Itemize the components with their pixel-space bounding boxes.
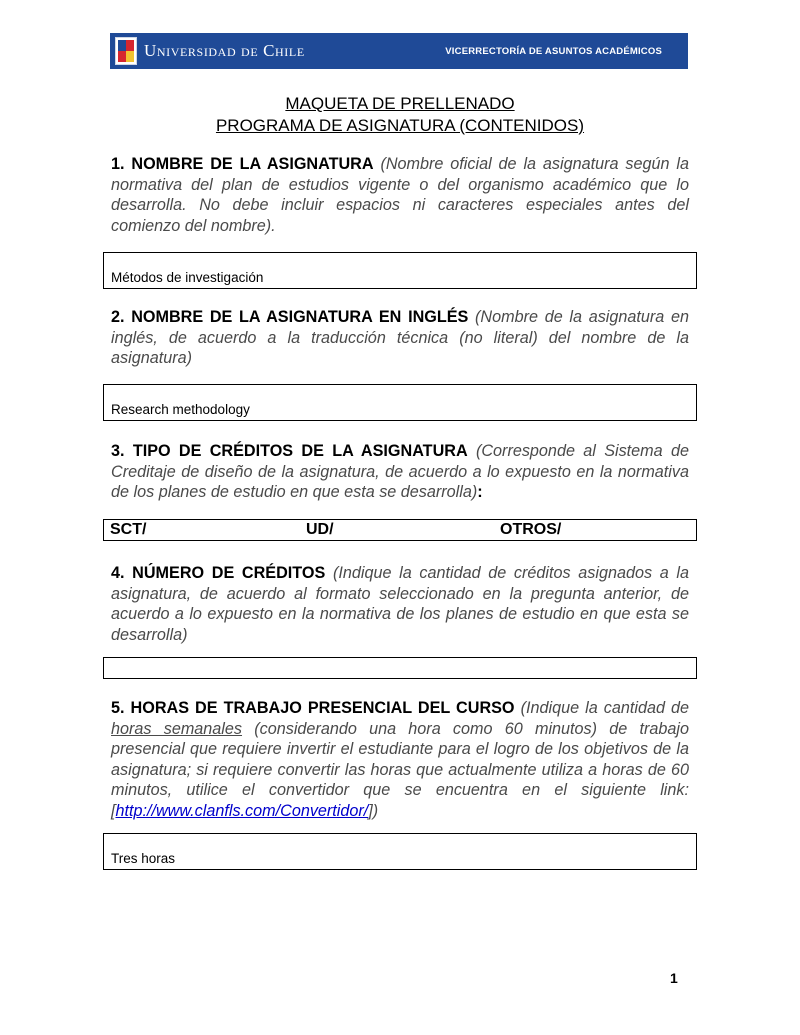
document-title: MAQUETA DE PRELLENADO <box>285 94 515 113</box>
section-5-underlined: horas semanales <box>111 719 243 738</box>
header-banner <box>110 33 688 69</box>
section-4-heading: 4. NÚMERO DE CRÉDITOS <box>111 564 326 582</box>
section-1-heading: 1. NOMBRE DE LA ASIGNATURA <box>111 155 374 173</box>
section-2-answer-field[interactable] <box>103 384 697 421</box>
section-3-text <box>111 441 689 503</box>
section-3-heading: 3. TIPO DE CRÉDITOS DE LA ASIGNATURA <box>111 442 468 460</box>
section-4-answer-field[interactable] <box>103 657 697 679</box>
section-1-answer: Métodos de investigación <box>111 270 264 285</box>
section-2-text <box>111 307 689 369</box>
section-1-text <box>111 154 689 236</box>
page-number: 1 <box>670 970 678 986</box>
credit-type-row <box>103 519 697 541</box>
section-5-description-a: (Indique la cantidad de <box>520 699 690 717</box>
document-subtitle: PROGRAMA DE ASIGNATURA (CONTENIDOS) <box>215 116 585 135</box>
section-3-suffix: : <box>477 483 483 501</box>
section-3-description: (Corresponde al Sistema de Creditaje de diseño de la asignatura, de acuerdo a lo expuesto en la normativa de los planes de estudio en que esta se desarrolla) <box>111 442 689 501</box>
section-5-text <box>111 698 689 821</box>
section-5-description-b: (considerando una hora como 60 minutos) de trabajo presencial que requiere invertir el estudiante para el logro de los objetivos de la asignatura; si requiere convertir las horas que actualmente utiliza a horas de 60 minutos, utilice el convertidor que se encuentra en el siguiente link: [ <box>111 719 690 820</box>
section-5-answer-field[interactable] <box>103 833 697 870</box>
credit-option-sct[interactable]: SCT/ <box>110 521 147 538</box>
section-4-description: (Indique la cantidad de créditos asignados a la asignatura, de acuerdo al formato seleccionado en la pregunta anterior, de acuerdo a lo expuesto en la normativa de los planes de estudio en que esta se desarrolla) <box>111 564 689 644</box>
university-name: Universidad de Chile <box>144 41 305 60</box>
section-1-description: (Nombre oficial de la asignatura según la normativa del plan de estudios vigente o del organismo académico que lo desarrolla. No debe incluir espacios ni caracteres especiales antes del comienzo del nombre). <box>111 155 689 235</box>
section-4-text <box>111 563 689 645</box>
converter-link[interactable]: http://www.clanfls.com/Convertidor/ <box>115 801 369 820</box>
section-5-heading: 5. HORAS DE TRABAJO PRESENCIAL DEL CURSO <box>111 699 515 717</box>
university-crest-icon <box>115 37 137 65</box>
office-name: VICERRECTORÍA DE ASUNTOS ACADÉMICOS <box>445 45 662 57</box>
credit-option-otros[interactable]: OTROS/ <box>500 521 562 538</box>
section-2-answer: Research methodology <box>111 402 250 417</box>
section-2-description: (Nombre de la asignatura en inglés, de acuerdo a la traducción técnica (no literal) del nombre de la asignatura) <box>111 308 689 367</box>
credit-option-ud[interactable]: UD/ <box>306 521 334 538</box>
section-5-answer: Tres horas <box>111 851 176 866</box>
section-2-heading: 2. NOMBRE DE LA ASIGNATURA EN INGLÉS <box>111 308 469 326</box>
section-5-description-c: ]) <box>368 801 379 820</box>
section-1-answer-field[interactable] <box>103 252 697 289</box>
